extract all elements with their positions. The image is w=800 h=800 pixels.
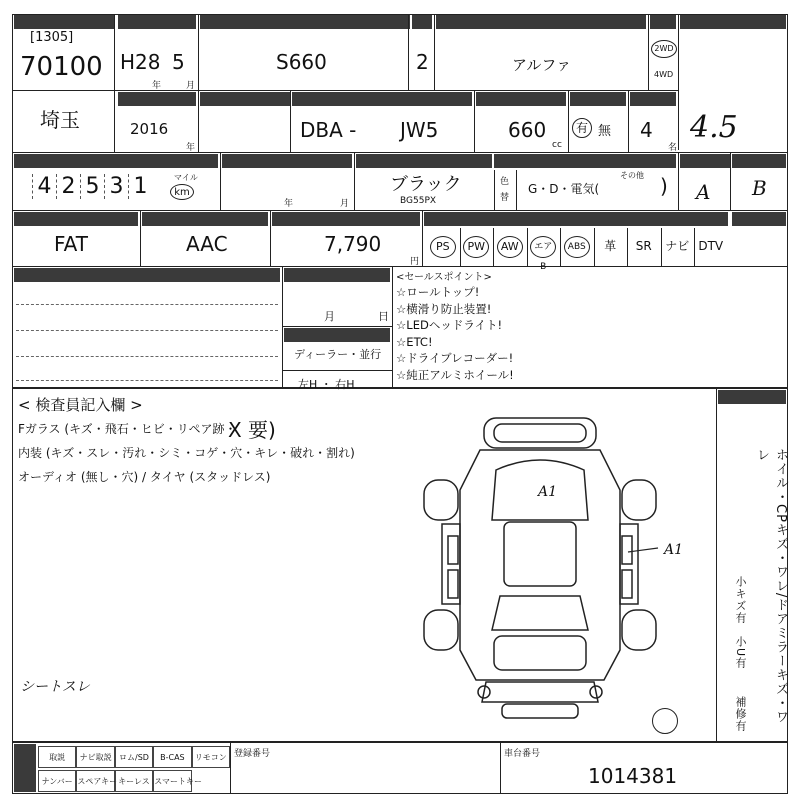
header-bar [570, 92, 626, 106]
seat-count: 4 [640, 118, 653, 142]
header-bar [436, 15, 646, 29]
history: ディーラー・並行 [294, 348, 382, 361]
option-item: ロム/SD [115, 746, 153, 768]
header-bar [630, 92, 676, 106]
side-note-repaired: 補修有 [734, 696, 747, 732]
ac-yes-circle [572, 118, 592, 138]
displacement: 660 [508, 118, 547, 142]
fuel-options: G・D・電気( [528, 182, 600, 196]
header-bar [292, 92, 472, 106]
equipment-item [694, 228, 728, 264]
color: ブラック [390, 174, 462, 195]
side-note-main: ホイル・CPキズ・ワレ/ドアミラーキズ・ワレ [754, 448, 788, 725]
fuel-close: ) [660, 174, 668, 198]
sales-point-item: ☆横滑り防止装置! [396, 301, 492, 316]
equipment-label: ABS [564, 236, 590, 258]
equipment-label: エアB [530, 236, 556, 258]
km-circle [170, 184, 194, 200]
damage-mark-roof: A1 [538, 484, 558, 500]
chassis-number-label: 車台番号 [504, 749, 541, 759]
first-registration-month: 5 [172, 50, 185, 74]
ac-yes-label: 有 [575, 121, 588, 135]
header-bar [494, 154, 676, 168]
header-bar [142, 212, 268, 226]
equipment-item [460, 228, 494, 264]
drive-4wd-label: 4WD [654, 70, 674, 79]
option-item: スペアキー [76, 770, 114, 792]
header-bar [680, 154, 730, 168]
type-prefix: DBA - [300, 118, 357, 142]
exterior-grade: A [696, 180, 711, 204]
mileage-digits [32, 174, 152, 204]
header-bar [476, 92, 566, 106]
header-bar [14, 212, 138, 226]
equipment-item [560, 228, 594, 264]
equipment-item [661, 228, 695, 264]
mileage-digit: 1 [128, 174, 152, 199]
equipment-item [594, 228, 628, 264]
equipment-item [493, 228, 527, 264]
km-label: km [174, 187, 190, 198]
ac-no-label: 無 [598, 124, 612, 139]
equipment-label: PW [463, 236, 489, 258]
inspector-title: < 検査員記入欄 > [18, 396, 143, 414]
sales-points-list [396, 284, 514, 383]
door-count: 2 [416, 50, 429, 74]
audio-tire-notes: オーディオ (無し・穴) / タイヤ (スタッドレス) [18, 470, 271, 484]
option-item: キーレス [115, 770, 153, 792]
equipment-label: PS [430, 236, 456, 258]
header-bar [284, 328, 390, 342]
sales-point-item: ☆ロールトップ! [396, 285, 480, 299]
header-bar [14, 154, 218, 168]
header-bar [118, 92, 196, 106]
option-item: B-CAS [153, 746, 191, 768]
header-bar [222, 154, 352, 168]
registration-number-label: 登録番号 [234, 749, 271, 759]
side-note-small-scratch: 小キズ有 [734, 576, 747, 624]
type-code: JW5 [400, 118, 439, 142]
equipment-label: ナビ [665, 239, 690, 253]
handwritten-note: シートスレ [20, 679, 90, 695]
month-label: 月 [324, 310, 335, 323]
recycle-fee: 7,790 [324, 232, 382, 256]
equipment-item [527, 228, 561, 272]
chassis-number: 1014381 [588, 764, 678, 788]
header-bar [412, 15, 432, 29]
header-bar [14, 268, 280, 282]
sales-point-item: ☆純正アルミホイール! [396, 367, 514, 382]
header-bar [14, 15, 114, 29]
side-note-small-dent: 小U有 [734, 636, 747, 670]
windshield-mark: X 要) [228, 418, 276, 442]
grade: アルファ [512, 56, 572, 74]
month-unit: 月 [186, 81, 196, 91]
cc-unit: cc [552, 140, 562, 150]
car-diagram [420, 410, 680, 730]
color-code: BG55PX [400, 196, 437, 206]
header-bar [732, 212, 786, 226]
header-bar [200, 92, 290, 106]
option-item: リモコン [192, 746, 230, 768]
footer-side-bar [14, 744, 36, 792]
model-year: 2016 [130, 120, 169, 138]
interior-grade: B [752, 176, 767, 200]
option-item: スマートキー [153, 770, 191, 792]
windshield-notes: Fガラス (キズ・飛石・ヒビ・リペア跡・ [18, 422, 237, 436]
year-unit: 年 [152, 81, 162, 91]
steering: 左H ・ 右H [298, 378, 355, 391]
color-change-2: 替 [500, 193, 510, 203]
transmission: FAT [54, 232, 89, 256]
header-bar [272, 212, 420, 226]
day-label: 日 [378, 310, 389, 323]
color-change-1: 色 [500, 177, 510, 187]
mileage-digit: 2 [56, 174, 80, 199]
yen-unit: 円 [410, 257, 420, 267]
lot-number: 70100 [20, 52, 103, 82]
first-registration-era: H28 [120, 50, 161, 74]
equipment-label: AW [497, 236, 523, 258]
equipment-label: SR [635, 239, 652, 253]
drive-2wd-circle [651, 40, 677, 58]
header-bar [732, 154, 786, 168]
interior-notes: 内装 (キズ・スレ・汚れ・シミ・コゲ・穴・キレ・破れ・割れ) [18, 446, 355, 460]
option-item: 取説 [38, 746, 76, 768]
mile-label: マイル [174, 173, 198, 182]
equipment-item [426, 228, 460, 264]
venue-code: [1305] [30, 30, 74, 45]
drive-2wd-label: 2WD [654, 44, 674, 53]
equipment-label: 革 [604, 239, 617, 253]
header-bar [718, 390, 786, 404]
shaken-year-unit: 年 [284, 199, 294, 209]
sales-point-item: ☆ETC! [396, 334, 433, 349]
header-bar [200, 15, 410, 29]
sales-points-title: <セールスポイント> [396, 272, 492, 283]
sales-point-item: ☆ドライブレコーダー! [396, 351, 514, 365]
equipment-item [627, 228, 661, 264]
header-bar [650, 15, 676, 29]
aircon-type: AAC [186, 232, 228, 256]
shaken-month-unit: 月 [340, 199, 350, 209]
evaluation-score: 4.5 [690, 110, 738, 145]
option-item: ナビ取説 [76, 746, 114, 768]
prefecture: 埼玉 [40, 108, 80, 132]
header-bar [680, 15, 786, 29]
option-item: ナンバー [38, 770, 76, 792]
seats-unit: 名 [668, 143, 678, 153]
fuel-other-label: その他 [620, 171, 644, 180]
header-bar [284, 268, 390, 282]
sales-point-item: ☆LEDヘッドライト! [396, 318, 503, 332]
mileage-digit: 3 [104, 174, 128, 199]
mileage-digit: 5 [80, 174, 104, 199]
header-bar [424, 212, 728, 226]
damage-mark-side: A1 [664, 542, 684, 558]
model-name: S660 [276, 50, 327, 74]
equipment-label: DTV [698, 239, 724, 253]
header-bar [118, 15, 196, 29]
mileage-digit: 4 [32, 174, 56, 199]
header-bar [356, 154, 492, 168]
model-year-unit: 年 [186, 143, 196, 153]
blank-circle [652, 708, 678, 734]
